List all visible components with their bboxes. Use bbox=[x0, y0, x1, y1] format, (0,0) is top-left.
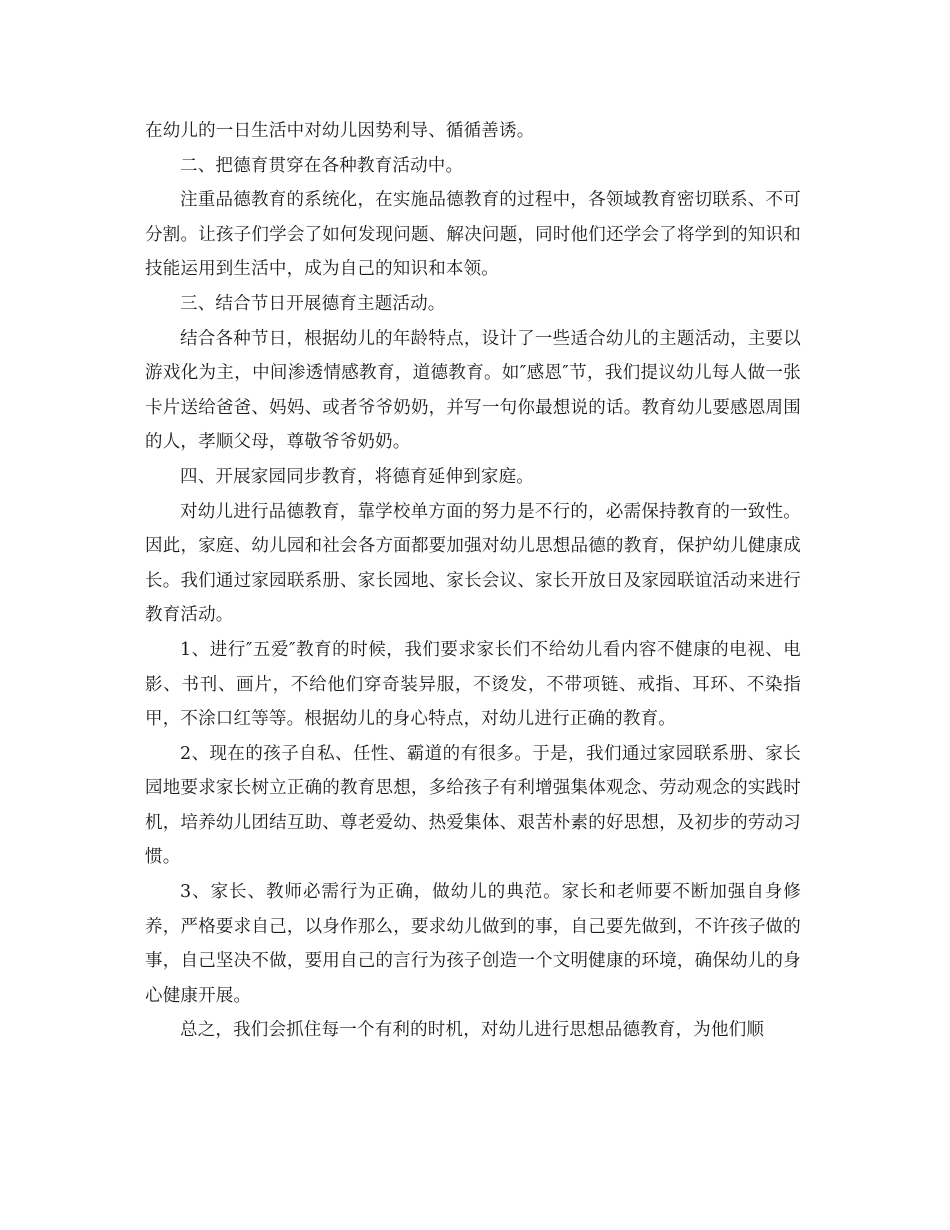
section-heading: 三、结合节日开展德育主题活动。 bbox=[180, 293, 446, 314]
section-heading: 二、把德育贯穿在各种教育活动中。 bbox=[180, 155, 464, 176]
section-heading: 四、开展家园同步教育，将德育延伸到家庭。 bbox=[180, 466, 534, 487]
paragraph: 结合各种节日，根据幼儿的年龄特点，设计了一些适合幼儿的主题活动，主要以游戏化为主，中间渗透情感教育，道德教育。如″感恩″节，我们提议幼儿每人做一张卡片送给爸爸、妈妈、或者爷爷奶奶，并写一句你最想说的话。教育幼儿要感恩周围的人，孝顺父母，尊敬爷爷奶奶。 bbox=[145, 328, 801, 453]
list-item: 2、现在的孩子自私、任性、霸道的有很多。于是，我们通过家园联系册、家长园地要求家长树立正确的教育思想，多给孩子有利增强集体观念、劳动观念的实践时机，培养幼儿团结互助、尊老爱幼、热爱集体、艰苦朴素的好思想，及初步的劳动习惯。 bbox=[145, 743, 801, 868]
document-body bbox=[145, 114, 801, 1048]
paragraph: 对幼儿进行品德教育，靠学校单方面的努力是不行的，必需保持教育的一致性。因此，家庭、幼儿园和社会各方面都要加强对幼儿思想品德的教育，保护幼儿健康成长。我们通过家园联系册、家长园地、家长会议、家长开放日及家园联谊活动来进行教育活动。 bbox=[145, 501, 801, 626]
list-item: 1、进行″五爱″教育的时候，我们要求家长们不给幼儿看内容不健康的电视、电影、书刊、画片，不给他们穿奇装异服，不烫发，不带项链、戒指、耳环、不染指甲，不涂口红等等。根据幼儿的身心特点，对幼儿进行正确的教育。 bbox=[145, 639, 801, 730]
paragraph: 在幼儿的一日生活中对幼儿因势利导、循循善诱。 bbox=[145, 121, 535, 141]
paragraph: 总之，我们会抓住每一个有利的时机，对幼儿进行思想品德教育，为他们顺 bbox=[180, 1020, 765, 1041]
paragraph: 注重品德教育的系统化，在实施品德教育的过程中，各领域教育密切联系、不可分割。让孩子们学会了如何发现问题、解决问题，同时他们还学会了将学到的知识和技能运用到生活中，成为自己的知识和本领。 bbox=[145, 190, 801, 280]
list-item: 3、家长、教师必需行为正确，做幼儿的典范。家长和老师要不断加强自身修养，严格要求自己，以身作那么，要求幼儿做到的事，自己要先做到，不许孩子做的事，自己坚决不做，要用自己的言行为孩子创造一个文明健康的环境，确保幼儿的身心健康开展。 bbox=[145, 882, 801, 1006]
